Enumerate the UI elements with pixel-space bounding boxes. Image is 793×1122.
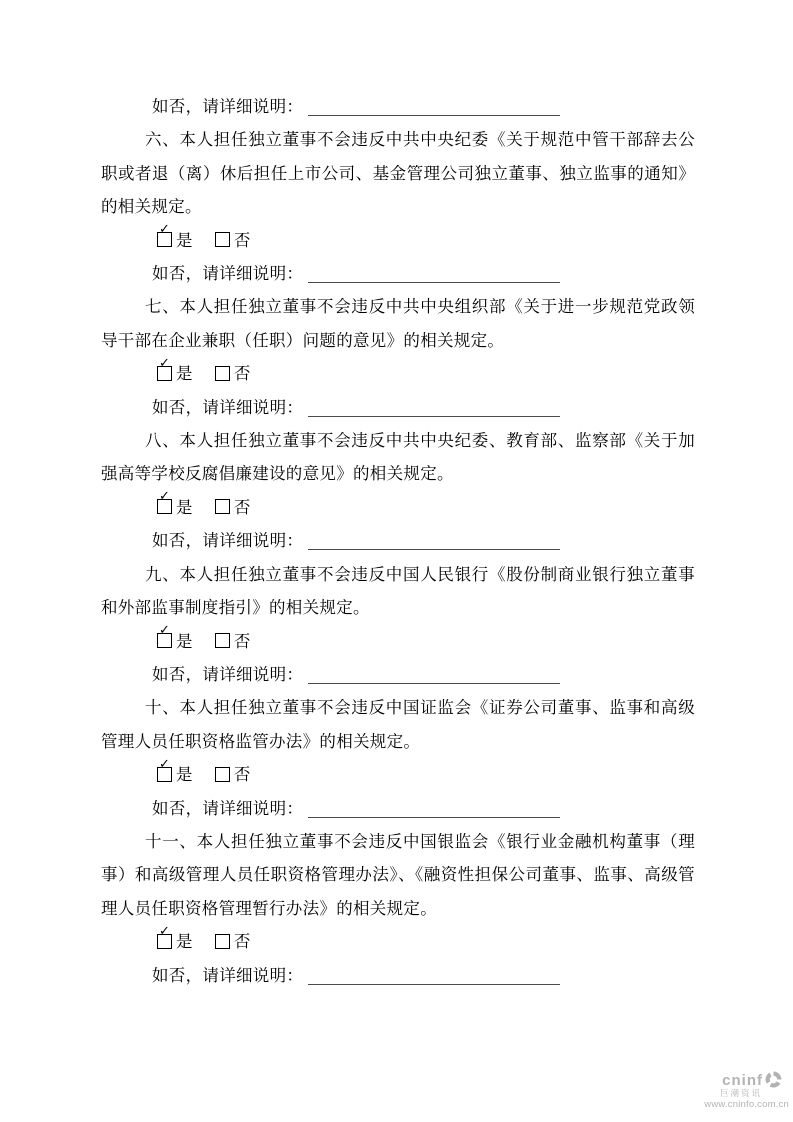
yes-label: 是: [176, 932, 193, 952]
cninfo-logo-row: [704, 1071, 789, 1088]
cninfo-logo-text: cninf: [722, 1072, 763, 1089]
declaration-text: 六、本人担任独立董事不会违反中共中央纪委《关于规范中管干部辞去公职或者退（离）休后担任上市公司、基金管理公司独立董事、独立监事的通知》的相关规定。: [101, 130, 695, 217]
detail-blank-field[interactable]: [308, 396, 560, 417]
no-label: 否: [233, 932, 251, 952]
cninfo-url: www.cninfo.com.cn: [704, 1099, 789, 1110]
detail-blank-field[interactable]: [308, 262, 560, 283]
declaration-text: 十、本人担任独立董事不会违反中国证监会《证券公司董事、监事和高级管理人员任职资格监管办法》的相关规定。: [101, 698, 695, 751]
declaration-item-9: [101, 558, 695, 692]
detail-prompt: 如否，请详细说明：: [152, 97, 304, 116]
checkbox-yes-checked[interactable]: [157, 623, 172, 648]
detail-prompt: 如否，请详细说明：: [152, 397, 304, 417]
detail-prompt: 如否，请详细说明：: [152, 965, 304, 985]
detail-blank-field[interactable]: [308, 529, 560, 550]
declaration-item-10: [101, 691, 695, 825]
detail-blank-field[interactable]: [308, 663, 560, 684]
declaration-item-6: [101, 123, 695, 290]
check-icon: ✓: [159, 623, 171, 638]
yes-no-choice: [101, 625, 695, 658]
detail-prompt-line: [101, 257, 695, 290]
yes-no-choice: [101, 224, 695, 257]
checkbox-no-unchecked[interactable]: [215, 499, 230, 514]
yes-label: 是: [176, 230, 193, 250]
yes-no-choice: [101, 357, 695, 390]
checkbox-no-unchecked[interactable]: [215, 934, 230, 949]
no-label: 否: [233, 364, 251, 384]
detail-prompt-line: [101, 90, 695, 123]
check-icon: ✓: [159, 355, 171, 371]
check-icon: ✓: [159, 222, 171, 238]
checkbox-yes-checked[interactable]: [157, 355, 172, 381]
checkbox-yes-checked[interactable]: [157, 923, 172, 949]
no-label: 否: [233, 497, 251, 517]
document-content: [101, 90, 695, 992]
declaration-text: 八、本人担任独立董事不会违反中共中央纪委、教育部、监察部《关于加强高等学校反腐倡廉建设的意见》的相关规定。: [101, 431, 695, 484]
check-icon: ✓: [159, 489, 171, 505]
cninfo-swirl-icon: [765, 1071, 782, 1088]
detail-prompt-line: [101, 792, 695, 825]
declaration-text: 七、本人担任独立董事不会违反中共中央组织部《关于进一步规范党政领导干部在企业兼职（任职）问题的意见》的相关规定。: [101, 297, 695, 350]
no-label: 否: [233, 230, 251, 250]
checkbox-yes-checked[interactable]: [157, 489, 172, 514]
checkbox-yes-checked[interactable]: [157, 222, 172, 247]
detail-prompt-line: [101, 959, 695, 992]
detail-blank-field[interactable]: [308, 797, 560, 818]
cninfo-brand-cn: 巨潮资讯: [719, 1088, 762, 1098]
yes-no-choice: [101, 925, 695, 958]
detail-prompt-line: [101, 391, 695, 424]
detail-prompt: 如否，请详细说明：: [152, 264, 304, 284]
detail-prompt-line: [101, 658, 695, 691]
detail-blank-field[interactable]: [308, 964, 560, 985]
detail-prompt: 如否，请详细说明：: [152, 531, 304, 551]
checkbox-no-unchecked[interactable]: [215, 366, 230, 381]
declaration-text: 九、本人担任独立董事不会违反中国人民银行《股份制商业银行独立董事和外部监事制度指引》的相关规定。: [101, 564, 695, 618]
detail-blank-field[interactable]: [308, 95, 560, 116]
checkbox-yes-checked[interactable]: [157, 756, 172, 782]
checkbox-no-unchecked[interactable]: [215, 767, 230, 782]
declaration-text: 十一、本人担任独立董事不会违反中国银监会《银行业金融机构董事（理事）和高级管理人员任职资格管理办法》、《融资性担保公司董事、监事、高级管理人员任职资格管理暂行办法》的相关规定。: [101, 831, 695, 918]
checkbox-no-unchecked[interactable]: [215, 232, 230, 247]
detail-prompt-line: [101, 524, 695, 557]
yes-label: 是: [176, 631, 193, 651]
cninfo-watermark: [704, 1071, 789, 1110]
yes-no-choice: [101, 758, 695, 791]
declaration-item-11: [101, 825, 695, 992]
yes-label: 是: [176, 364, 193, 384]
declaration-item-8: [101, 424, 695, 558]
check-icon: ✓: [159, 923, 171, 939]
check-icon: ✓: [159, 756, 171, 772]
no-label: 否: [233, 631, 251, 651]
declaration-item-7: [101, 290, 695, 424]
no-label: 否: [233, 765, 251, 785]
detail-prompt: 如否，请详细说明：: [152, 798, 304, 818]
detail-prompt: 如否，请详细说明：: [152, 664, 304, 684]
yes-no-choice: [101, 491, 695, 524]
yes-label: 是: [176, 497, 193, 517]
yes-label: 是: [176, 765, 193, 785]
checkbox-no-unchecked[interactable]: [215, 633, 230, 648]
